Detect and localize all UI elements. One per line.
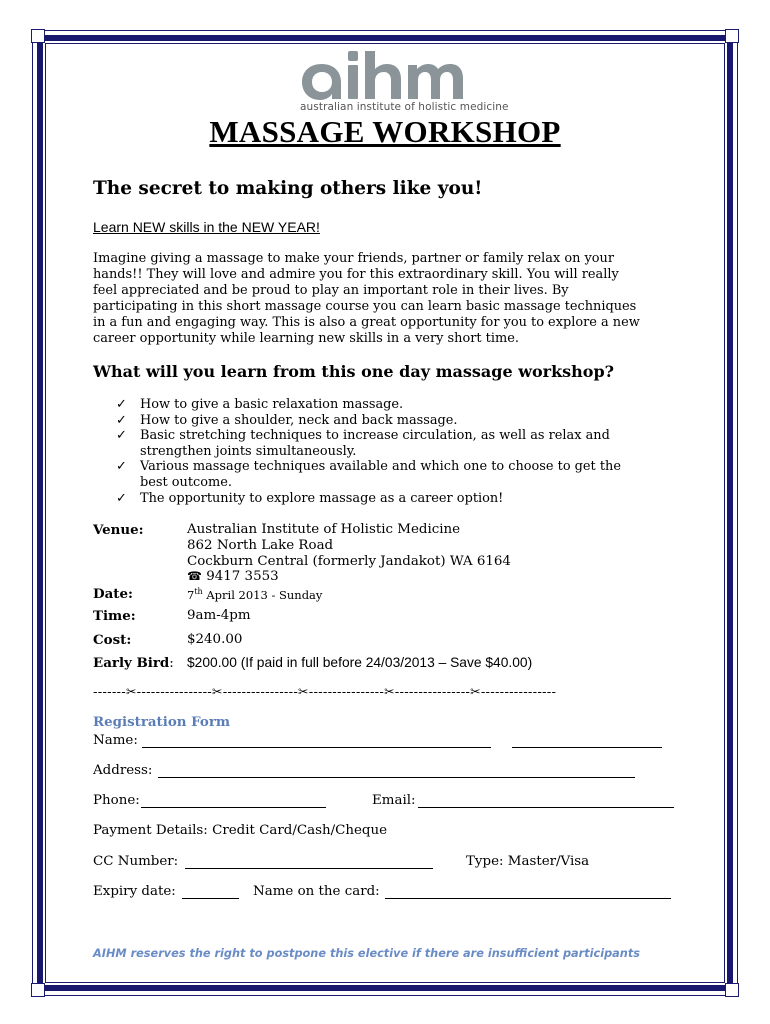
early-bird-colon: :	[169, 656, 174, 671]
cost-value: $240.00	[187, 632, 243, 647]
checklist-text: Various massage techniques available and which one to choose to get the	[140, 459, 621, 475]
date-value	[187, 587, 322, 602]
venue-name: Australian Institute of Holistic Medicine	[187, 522, 461, 537]
time-value: 9am-4pm	[187, 608, 251, 623]
intro-line: in a fun and engaging way. This is also a great opportunity for you to explore a new	[93, 315, 640, 330]
date-rest: April 2013 - Sunday	[202, 587, 323, 602]
time-label: Time:	[93, 608, 136, 624]
logo-tagline: australian institute of holistic medicine	[300, 101, 509, 113]
name-field-extra[interactable]	[512, 747, 662, 748]
cc-number-label: CC Number:	[93, 854, 179, 869]
checklist-text: How to give a basic relaxation massage.	[140, 397, 404, 412]
name-field[interactable]	[142, 747, 491, 748]
checklist-item	[116, 413, 621, 429]
page-title: MASSAGE WORKSHOP	[209, 114, 561, 149]
expiry-field[interactable]	[182, 898, 239, 899]
subheadline: Learn NEW skills in the NEW YEAR!	[93, 219, 320, 235]
border-corner-bottom-left	[31, 983, 45, 997]
footer-note: AIHM reserves the right to postpone this elective if there are insufficient participants	[93, 947, 640, 960]
check-icon: ✓	[116, 428, 127, 444]
checklist-text: How to give a shoulder, neck and back massage.	[140, 412, 458, 428]
intro-line: Imagine giving a massage to make your friends, partner or family relax on your	[93, 251, 614, 266]
check-icon: ✓	[116, 459, 127, 475]
check-icon: ✓	[116, 412, 127, 428]
checklist-text: Basic stretching techniques to increase circulation, as well as relax and	[140, 428, 610, 444]
date-suffix: th	[194, 587, 203, 596]
aihm-logo	[300, 50, 472, 102]
check-icon: ✓	[116, 490, 127, 506]
date-label: Date:	[93, 586, 133, 602]
border-corner-top-left	[31, 29, 45, 43]
intro-paragraph	[93, 251, 693, 347]
checklist-text: strengthen joints simultaneously.	[140, 443, 357, 459]
phone-field[interactable]	[141, 807, 326, 808]
checklist-item	[116, 491, 621, 507]
address-field[interactable]	[158, 777, 635, 778]
venue-suburb: Cockburn Central (formerly Jandakot) WA 6164	[187, 554, 511, 569]
checklist-item	[116, 459, 621, 490]
cost-label: Cost:	[93, 632, 132, 648]
intro-line: participating in this short massage course you can learn basic massage techniques	[93, 299, 637, 314]
checklist-item	[116, 397, 621, 413]
email-label: Email:	[372, 793, 416, 808]
date-day: 7	[187, 587, 195, 602]
cc-number-field[interactable]	[185, 868, 433, 869]
checklist-text: best outcome.	[140, 474, 232, 490]
early-bird-text: Early Bird	[93, 655, 170, 671]
border-corner-top-right	[725, 29, 739, 43]
expiry-label: Expiry date:	[93, 884, 176, 899]
headline: The secret to making others like you!	[93, 178, 483, 199]
card-name-label: Name on the card:	[253, 884, 380, 899]
checklist-text: The opportunity to explore massage as a career option!	[140, 490, 504, 506]
learning-checklist	[116, 397, 621, 506]
phone-number: 9417 3553	[206, 569, 279, 584]
phone-label: Phone:	[93, 793, 140, 808]
registration-title: Registration Form	[93, 714, 231, 730]
name-label: Name:	[93, 733, 138, 748]
border-corner-bottom-right	[725, 983, 739, 997]
card-type: Type: Master/Visa	[466, 854, 590, 869]
card-name-field[interactable]	[385, 898, 671, 899]
venue-street: 862 North Lake Road	[187, 538, 334, 553]
venue-phone	[187, 569, 279, 584]
payment-details: Payment Details: Credit Card/Cash/Cheque	[93, 823, 387, 838]
intro-line: career opportunity while learning new skills in a very short time.	[93, 331, 519, 346]
early-bird-value: $200.00 (If paid in full before 24/03/2013 – Save $40.00)	[187, 655, 533, 670]
phone-icon: ☎	[187, 569, 202, 583]
checklist-item	[116, 428, 621, 459]
venue-label: Venue:	[93, 522, 144, 538]
early-bird-label	[93, 655, 174, 671]
address-label: Address:	[93, 763, 153, 778]
intro-line: feel appreciated and be proud to play an important role in their lives. By	[93, 283, 569, 298]
cut-line: -------✂----------------✂----------------✂----------------✂----------------✂----------------	[93, 684, 557, 699]
learn-heading: What will you learn from this one day massage workshop?	[93, 362, 615, 381]
email-field[interactable]	[418, 807, 674, 808]
intro-line: hands!! They will love and admire you for this extraordinary skill. You will really	[93, 267, 619, 282]
check-icon: ✓	[116, 397, 127, 412]
